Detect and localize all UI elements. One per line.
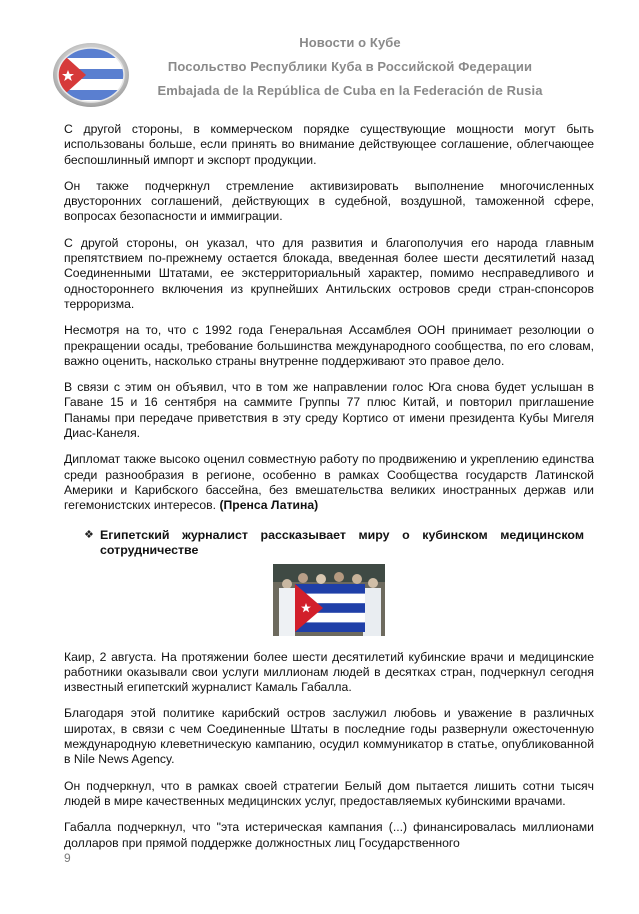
news-source: (Пренса Латина) <box>219 498 319 513</box>
photo-container <box>64 564 594 636</box>
paragraph: Он подчеркнул, что в рамках своей стратегии Белый дом пытается лишить сотни тысяч людей в мире качественных медицинских услуг, предоставляемых кубинскими врачами. <box>64 778 594 808</box>
paragraph-with-source <box>64 452 594 513</box>
paragraph: Каир, 2 августа. На протяжении более шести десятилетий кубинские врачи и медицинские работники оказывали свои услуги миллионам людей в десятках стран, подчеркнул сегодня известный египетский журналист Камаль Габалла. <box>64 649 594 695</box>
paragraph: Габалла подчеркнул, что "эта истерическая кампания (...) финансировалась миллионами долларов при прямой поддержке должностных лиц Государственного <box>64 820 594 850</box>
article-body <box>64 122 594 862</box>
paragraph: В связи с этим он объявил, что в том же направлении голос Юга снова будет услышан в Гаване 15 и 16 сентября на саммите Группы 77 плюс Китай, и повторил приглашение Панамы при передаче приветствия в эту среду Кортисо от имени президента Кубы Мигеля Диас-Канеля. <box>64 380 594 441</box>
diamond-bullet-icon: ❖ <box>84 528 94 541</box>
paragraph: С другой стороны, в коммерческом порядке существующие мощности могут быть использованы больше, если принять во внимание действующее соглашение, облегчающее беспошлинный импорт и экспорт продукции. <box>64 122 594 167</box>
cuba-flag-logo-icon <box>52 42 130 108</box>
paragraph: Несмотря на то, что с 1992 года Генеральная Ассамблея ООН принимает резолюции о прекращении осады, требование большинства международного сообщества, по его словам, важно оценить, насколько страны внутренне поддерживают это правое дело. <box>64 323 594 368</box>
section-title: Египетский журналист рассказывает миру о кубинском медицинском сотрудничестве <box>100 527 584 557</box>
header-embassy-ru: Посольство Республики Куба в Российской Федерации <box>167 59 533 74</box>
section-heading <box>84 528 594 558</box>
paragraph: Благодаря этой политике карибский остров заслужил любовь и уважение в различных широтах, в связи с чем Соединенные Штаты в последние годы развернули ожесточенную международную клеветническую кампанию, осудил коммуникатор в статье, опубликованной в Nile News Agency. <box>64 706 594 767</box>
paragraph: С другой стороны, он указал, что для развития и благополучия его народа главным препятствием по-прежнему остается блокада, введенная более шести десятилетий назад Соединенными Штатами, ее экстерриториальный характер, помимо несправедливого и одностороннего включения из крупнейших Антильских островов среди стран-спонсоров терроризма. <box>64 235 594 311</box>
paragraph-text: Дипломат также высоко оценил совместную работу по продвижению и укреплению единства среди разнообразия в регионе, особенно в рамках Сообщества государств Латинской Америки и Карибского бассейна, без вмешательства великих иностранных держав или гегемонистских интересов. <box>64 452 594 513</box>
header-title: Новости о Кубе <box>299 35 401 50</box>
page-header <box>0 0 639 110</box>
doctors-with-cuban-flag-photo <box>273 564 385 636</box>
header-embassy-es: Embajada de la República de Cuba en la Federación de Rusia <box>157 83 543 98</box>
paragraph: Он также подчеркнул стремление активизировать выполнение многочисленных двусторонних соглашений, действующих в судебной, воздушной, таможенной сфере, вопросах безопасности и иммиграции. <box>64 178 594 224</box>
page-number: 9 <box>64 851 71 865</box>
